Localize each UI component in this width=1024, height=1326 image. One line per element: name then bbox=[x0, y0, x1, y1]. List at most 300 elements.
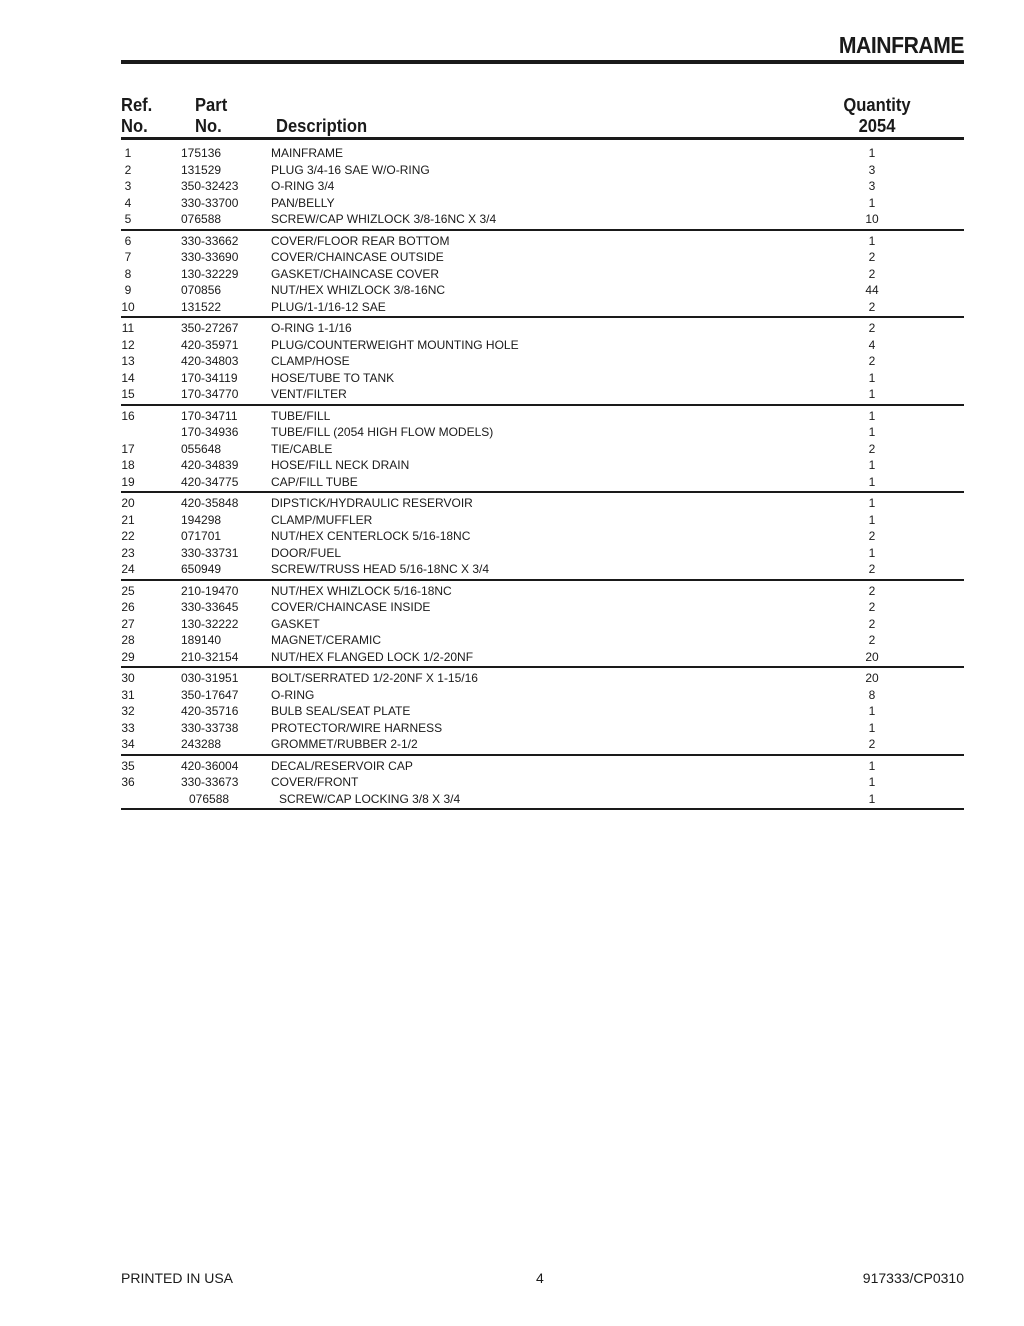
description-cell-text: TUBE/FILL bbox=[271, 408, 331, 423]
ref-no-cell bbox=[121, 408, 181, 425]
ref-no-cell bbox=[121, 583, 181, 600]
part-no-cell-text: 330-33731 bbox=[181, 545, 239, 560]
part-no-cell-text: 330-33690 bbox=[181, 250, 239, 264]
description-cell bbox=[271, 495, 830, 512]
ref-no-cell-text: 27 bbox=[121, 616, 135, 631]
header-rule bbox=[121, 137, 964, 140]
quantity-cell-text: 1 bbox=[868, 775, 876, 789]
description-cell bbox=[271, 353, 830, 370]
quantity-cell bbox=[830, 370, 914, 387]
description-cell bbox=[271, 720, 830, 737]
description-cell-text: PROTECTOR/WIRE HARNESS bbox=[271, 720, 443, 735]
quantity-cell-text: 44 bbox=[865, 283, 879, 297]
part-no-cell bbox=[181, 320, 271, 337]
quantity-cell bbox=[830, 758, 914, 775]
description-cell-text: COVER/FLOOR REAR BOTTOM bbox=[271, 233, 450, 248]
table-row bbox=[121, 758, 964, 775]
ref-no-cell-text: 15 bbox=[121, 387, 135, 401]
ref-no-cell-text: 1 bbox=[124, 146, 132, 160]
description-cell bbox=[271, 195, 830, 212]
description-cell-text: GASKET/CHAINCASE COVER bbox=[271, 266, 440, 281]
table-row bbox=[121, 353, 964, 370]
footer-printed-in: PRINTED IN USA bbox=[121, 1270, 234, 1286]
part-no-cell-text: 076588 bbox=[181, 212, 222, 226]
part-no-cell bbox=[181, 632, 271, 649]
table-row bbox=[121, 424, 964, 441]
ref-no-cell bbox=[121, 495, 181, 512]
quantity-cell-text: 1 bbox=[868, 545, 876, 560]
description-cell bbox=[271, 266, 830, 283]
header-ref-line2: No. bbox=[121, 116, 148, 136]
table-row bbox=[121, 545, 964, 562]
ref-no-cell-text: 22 bbox=[121, 529, 135, 543]
quantity-cell-text: 1 bbox=[868, 233, 876, 248]
quantity-cell-text: 2 bbox=[868, 354, 876, 368]
parts-group bbox=[121, 670, 964, 756]
quantity-cell bbox=[830, 774, 914, 791]
ref-no-cell-text: 29 bbox=[121, 649, 135, 664]
quantity-cell bbox=[830, 145, 914, 162]
quantity-cell-text: 2 bbox=[868, 562, 876, 576]
table-row bbox=[121, 495, 964, 512]
quantity-cell bbox=[830, 649, 914, 666]
description-cell-text: O-RING bbox=[271, 687, 315, 702]
ref-no-cell-text: 2 bbox=[124, 162, 132, 177]
table-row bbox=[121, 791, 964, 808]
description-cell bbox=[271, 632, 830, 649]
table-row bbox=[121, 736, 964, 753]
part-no-cell-text: 170-34119 bbox=[181, 370, 238, 385]
description-cell bbox=[271, 545, 830, 562]
description-cell-text: SCREW/TRUSS HEAD 5/16-18NC X 3/4 bbox=[271, 562, 490, 576]
description-cell bbox=[271, 145, 830, 162]
part-no-cell bbox=[181, 299, 271, 316]
parts-group bbox=[121, 583, 964, 669]
part-no-cell bbox=[181, 195, 271, 212]
quantity-cell bbox=[830, 353, 914, 370]
quantity-cell bbox=[830, 408, 914, 425]
part-no-cell-text: 076588 bbox=[189, 791, 230, 806]
description-cell-text: TUBE/FILL (2054 HIGH FLOW MODELS) bbox=[271, 425, 494, 439]
table-row bbox=[121, 703, 964, 720]
part-no-cell-text: 170-34936 bbox=[181, 425, 239, 439]
quantity-cell-text: 2 bbox=[868, 441, 876, 456]
quantity-cell-text: 2 bbox=[868, 250, 876, 264]
part-no-cell bbox=[181, 495, 271, 512]
part-no-cell-text: 170-34711 bbox=[181, 408, 238, 423]
ref-no-cell bbox=[121, 545, 181, 562]
part-no-cell bbox=[181, 266, 271, 283]
ref-no-cell bbox=[121, 320, 181, 337]
ref-no-cell-text: 32 bbox=[121, 704, 135, 718]
part-no-cell bbox=[181, 649, 271, 666]
ref-no-cell bbox=[121, 337, 181, 354]
ref-no-cell bbox=[121, 720, 181, 737]
header-part-line1: Part bbox=[195, 95, 228, 115]
ref-no-cell bbox=[121, 703, 181, 720]
table-row bbox=[121, 370, 964, 387]
part-no-cell-text: 194298 bbox=[181, 512, 222, 527]
quantity-cell bbox=[830, 528, 914, 545]
table-row bbox=[121, 211, 964, 228]
quantity-cell bbox=[830, 178, 914, 195]
quantity-cell bbox=[830, 703, 914, 720]
description-cell bbox=[271, 474, 830, 491]
parts-group bbox=[121, 233, 964, 319]
quantity-cell-text: 2 bbox=[868, 299, 876, 314]
table-row bbox=[121, 162, 964, 179]
ref-no-cell-text: 21 bbox=[121, 512, 135, 527]
table-row bbox=[121, 528, 964, 545]
quantity-cell-text: 1 bbox=[868, 512, 876, 527]
description-cell-text: PLUG/COUNTERWEIGHT MOUNTING HOLE bbox=[271, 337, 519, 352]
quantity-cell-text: 2 bbox=[868, 529, 876, 543]
ref-no-cell bbox=[121, 528, 181, 545]
description-cell-text: MAINFRAME bbox=[271, 146, 343, 160]
ref-no-cell bbox=[121, 249, 181, 266]
quantity-cell-text: 1 bbox=[868, 474, 876, 489]
part-no-cell-text: 420-36004 bbox=[181, 758, 239, 773]
part-no-cell bbox=[181, 386, 271, 403]
description-cell bbox=[271, 528, 830, 545]
ref-no-cell-text: 8 bbox=[124, 266, 132, 281]
part-no-cell-text: 350-27267 bbox=[181, 321, 239, 335]
part-no-cell bbox=[181, 233, 271, 250]
part-no-cell-text: 071701 bbox=[181, 529, 222, 543]
description-cell bbox=[271, 386, 830, 403]
part-no-cell bbox=[181, 545, 271, 562]
parts-group bbox=[121, 408, 964, 494]
description-cell bbox=[271, 649, 830, 666]
part-no-cell bbox=[181, 370, 271, 387]
ref-no-cell-text: 23 bbox=[121, 545, 135, 560]
ref-no-cell bbox=[121, 441, 181, 458]
quantity-cell-text: 2 bbox=[868, 633, 876, 647]
description-cell bbox=[271, 249, 830, 266]
ref-no-cell bbox=[121, 616, 181, 633]
description-cell bbox=[271, 561, 830, 578]
quantity-cell-text: 4 bbox=[868, 337, 876, 352]
header-qty-line1: Quantity bbox=[843, 95, 911, 115]
quantity-cell-text: 2 bbox=[868, 600, 876, 614]
quantity-cell-text: 1 bbox=[868, 704, 876, 718]
part-no-cell bbox=[181, 211, 271, 228]
description-cell-text: MAGNET/CERAMIC bbox=[271, 633, 382, 647]
ref-no-cell bbox=[121, 178, 181, 195]
description-cell-text: BULB SEAL/SEAT PLATE bbox=[271, 704, 411, 718]
quantity-cell-text: 2 bbox=[868, 583, 876, 598]
description-cell bbox=[271, 178, 830, 195]
ref-no-cell bbox=[121, 233, 181, 250]
ref-no-cell-text: 3 bbox=[124, 179, 132, 193]
description-cell bbox=[271, 370, 830, 387]
ref-no-cell bbox=[121, 561, 181, 578]
ref-no-cell-text: 19 bbox=[121, 474, 135, 489]
quantity-cell-text: 3 bbox=[868, 162, 876, 177]
quantity-cell-text: 1 bbox=[868, 791, 876, 806]
ref-no-cell-text: 18 bbox=[121, 458, 135, 472]
description-cell-text: DOOR/FUEL bbox=[271, 545, 342, 560]
ref-no-cell-text: 5 bbox=[124, 212, 132, 226]
part-no-cell bbox=[181, 249, 271, 266]
description-cell-text: O-RING 3/4 bbox=[271, 179, 335, 193]
ref-no-cell bbox=[121, 457, 181, 474]
quantity-cell-text: 2 bbox=[868, 321, 876, 335]
quantity-cell bbox=[830, 512, 914, 529]
part-no-cell-text: 350-17647 bbox=[181, 687, 239, 702]
quantity-cell bbox=[830, 545, 914, 562]
table-row bbox=[121, 474, 964, 491]
part-no-cell-text: 189140 bbox=[181, 633, 222, 647]
description-cell-text: PLUG/1-1/16-12 SAE bbox=[271, 299, 386, 314]
quantity-cell bbox=[830, 495, 914, 512]
ref-no-cell bbox=[121, 211, 181, 228]
part-no-cell-text: 131529 bbox=[181, 162, 222, 177]
quantity-cell-text: 2 bbox=[868, 737, 876, 751]
table-row bbox=[121, 649, 964, 666]
quantity-cell bbox=[830, 282, 914, 299]
description-cell bbox=[271, 233, 830, 250]
part-no-cell-text: 330-33738 bbox=[181, 720, 239, 735]
part-no-cell bbox=[181, 670, 271, 687]
part-no-cell bbox=[181, 616, 271, 633]
quantity-cell bbox=[830, 337, 914, 354]
description-cell-text: DECAL/RESERVOIR CAP bbox=[271, 758, 413, 773]
ref-no-cell-text: 6 bbox=[124, 233, 132, 248]
ref-no-cell bbox=[121, 162, 181, 179]
table-row bbox=[121, 632, 964, 649]
part-no-cell bbox=[181, 408, 271, 425]
ref-no-cell bbox=[121, 282, 181, 299]
description-cell-text: COVER/CHAINCASE INSIDE bbox=[271, 600, 431, 614]
header-ref-line1: Ref. bbox=[121, 95, 153, 115]
quantity-cell bbox=[830, 791, 914, 808]
header-qty-line2: 2054 bbox=[858, 116, 896, 136]
description-cell-text: O-RING 1-1/16 bbox=[271, 321, 352, 335]
part-no-cell-text: 420-34803 bbox=[181, 354, 239, 368]
ref-no-cell bbox=[121, 474, 181, 491]
part-no-cell-text: 330-33673 bbox=[181, 775, 239, 789]
part-no-cell-text: 420-35848 bbox=[181, 496, 239, 510]
quantity-cell-text: 2 bbox=[868, 616, 876, 631]
quantity-cell-text: 3 bbox=[868, 179, 876, 193]
part-no-cell-text: 330-33662 bbox=[181, 233, 239, 248]
ref-no-cell-text: 30 bbox=[121, 671, 135, 685]
description-cell-text: CLAMP/HOSE bbox=[271, 354, 350, 368]
description-cell bbox=[271, 736, 830, 753]
part-no-cell bbox=[181, 353, 271, 370]
description-cell bbox=[271, 583, 830, 600]
quantity-cell bbox=[830, 249, 914, 266]
ref-no-cell bbox=[121, 512, 181, 529]
part-no-cell-text: 420-34775 bbox=[181, 474, 239, 489]
description-cell-text: SCREW/CAP LOCKING 3/8 X 3/4 bbox=[279, 791, 461, 806]
part-no-cell-text: 175136 bbox=[181, 146, 222, 160]
description-cell-text: CAP/FILL TUBE bbox=[271, 474, 358, 489]
table-row bbox=[121, 249, 964, 266]
header-ref-no bbox=[121, 95, 152, 137]
quantity-cell-text: 1 bbox=[868, 387, 876, 401]
header-description: Description bbox=[276, 116, 368, 136]
part-no-cell bbox=[181, 282, 271, 299]
description-cell bbox=[271, 299, 830, 316]
ref-no-cell bbox=[121, 299, 181, 316]
description-cell bbox=[271, 687, 830, 704]
part-no-cell-text: 070856 bbox=[181, 283, 222, 297]
quantity-cell-text: 1 bbox=[868, 758, 876, 773]
page-title: MAINFRAME bbox=[838, 32, 964, 58]
description-cell-text: COVER/CHAINCASE OUTSIDE bbox=[271, 250, 444, 264]
part-no-cell bbox=[181, 441, 271, 458]
ref-no-cell-text: 28 bbox=[121, 633, 135, 647]
table-row bbox=[121, 687, 964, 704]
quantity-cell-text: 1 bbox=[868, 408, 876, 423]
part-no-cell bbox=[181, 162, 271, 179]
quantity-cell bbox=[830, 211, 914, 228]
description-cell bbox=[271, 162, 830, 179]
table-row bbox=[121, 266, 964, 283]
part-no-cell bbox=[181, 145, 271, 162]
quantity-cell-text: 1 bbox=[868, 720, 876, 735]
description-cell-text: PLUG 3/4-16 SAE W/O-RING bbox=[271, 162, 430, 177]
part-no-cell bbox=[181, 457, 271, 474]
quantity-cell-text: 8 bbox=[868, 687, 876, 702]
quantity-cell-text: 1 bbox=[868, 146, 876, 160]
part-no-cell bbox=[181, 720, 271, 737]
ref-no-cell bbox=[121, 736, 181, 753]
part-no-cell-text: 350-32423 bbox=[181, 179, 239, 193]
table-row bbox=[121, 599, 964, 616]
table-row bbox=[121, 195, 964, 212]
description-cell-text: COVER/FRONT bbox=[271, 775, 359, 789]
ref-no-cell-text: 16 bbox=[121, 408, 135, 423]
ref-no-cell-text: 34 bbox=[121, 737, 135, 751]
ref-no-cell-text: 17 bbox=[121, 441, 135, 456]
table-row bbox=[121, 774, 964, 791]
table-row bbox=[121, 320, 964, 337]
parts-group bbox=[121, 758, 964, 811]
ref-no-cell bbox=[121, 370, 181, 387]
description-cell-text: VENT/FILTER bbox=[271, 387, 347, 401]
quantity-cell bbox=[830, 583, 914, 600]
ref-no-cell-text: 13 bbox=[121, 354, 135, 368]
ref-no-cell bbox=[121, 195, 181, 212]
quantity-cell-text: 1 bbox=[868, 496, 876, 510]
description-cell-text: NUT/HEX CENTERLOCK 5/16-18NC bbox=[271, 529, 471, 543]
part-no-cell bbox=[181, 687, 271, 704]
footer-page-number: 4 bbox=[536, 1270, 544, 1286]
description-cell bbox=[271, 774, 830, 791]
table-row bbox=[121, 720, 964, 737]
table-row bbox=[121, 512, 964, 529]
part-no-cell-text: 650949 bbox=[181, 562, 222, 576]
table-row bbox=[121, 408, 964, 425]
table-row bbox=[121, 457, 964, 474]
quantity-cell bbox=[830, 687, 914, 704]
ref-no-cell-text: 24 bbox=[121, 562, 135, 576]
quantity-cell bbox=[830, 616, 914, 633]
description-cell bbox=[271, 337, 830, 354]
description-cell-text: GROMMET/RUBBER 2-1/2 bbox=[271, 737, 418, 751]
ref-no-cell bbox=[121, 632, 181, 649]
quantity-cell bbox=[830, 441, 914, 458]
ref-no-cell-text: 20 bbox=[121, 496, 135, 510]
quantity-cell-text: 20 bbox=[865, 671, 879, 685]
quantity-cell bbox=[830, 386, 914, 403]
quantity-cell bbox=[830, 720, 914, 737]
part-no-cell-text: 243288 bbox=[181, 737, 222, 751]
header-part-line2: No. bbox=[195, 116, 222, 136]
description-cell-text: HOSE/TUBE TO TANK bbox=[271, 370, 395, 385]
part-no-cell bbox=[181, 791, 271, 808]
quantity-cell bbox=[830, 670, 914, 687]
description-cell bbox=[271, 512, 830, 529]
part-no-cell bbox=[181, 337, 271, 354]
part-no-cell bbox=[181, 561, 271, 578]
quantity-cell bbox=[830, 233, 914, 250]
quantity-cell-text: 1 bbox=[868, 370, 876, 385]
ref-no-cell-text: 9 bbox=[124, 283, 132, 297]
part-no-cell-text: 030-31951 bbox=[181, 671, 239, 685]
part-no-cell bbox=[181, 758, 271, 775]
parts-table bbox=[121, 145, 964, 812]
ref-no-cell bbox=[121, 791, 181, 808]
part-no-cell bbox=[181, 512, 271, 529]
ref-no-cell bbox=[121, 266, 181, 283]
quantity-cell-text: 2 bbox=[868, 266, 876, 281]
ref-no-cell-text: 12 bbox=[121, 337, 135, 352]
ref-no-cell bbox=[121, 670, 181, 687]
part-no-cell bbox=[181, 599, 271, 616]
part-no-cell-text: 420-35716 bbox=[181, 704, 239, 718]
description-cell bbox=[271, 670, 830, 687]
header-part-no bbox=[195, 95, 227, 137]
description-cell bbox=[271, 211, 830, 228]
part-no-cell bbox=[181, 703, 271, 720]
part-no-cell bbox=[181, 424, 271, 441]
quantity-cell bbox=[830, 299, 914, 316]
ref-no-cell bbox=[121, 774, 181, 791]
ref-no-cell-text: 33 bbox=[121, 720, 135, 735]
table-row bbox=[121, 386, 964, 403]
ref-no-cell-text: 31 bbox=[121, 687, 135, 702]
quantity-cell bbox=[830, 266, 914, 283]
ref-no-cell-text: 14 bbox=[121, 370, 135, 385]
description-cell bbox=[271, 758, 830, 775]
ref-no-cell bbox=[121, 649, 181, 666]
description-cell-text: GASKET bbox=[271, 616, 320, 631]
description-cell-text: HOSE/FILL NECK DRAIN bbox=[271, 458, 410, 472]
description-cell-text: NUT/HEX WHIZLOCK 5/16-18NC bbox=[271, 583, 452, 598]
ref-no-cell bbox=[121, 145, 181, 162]
description-cell-text: NUT/HEX FLANGED LOCK 1/2-20NF bbox=[271, 649, 474, 664]
table-row bbox=[121, 561, 964, 578]
title-rule bbox=[121, 60, 964, 64]
part-no-cell-text: 131522 bbox=[181, 299, 222, 314]
description-cell bbox=[271, 616, 830, 633]
quantity-cell-text: 1 bbox=[868, 195, 876, 210]
footer-doc-code: 917333/CP0310 bbox=[862, 1270, 964, 1286]
quantity-cell bbox=[830, 320, 914, 337]
part-no-cell-text: 420-35971 bbox=[181, 337, 239, 352]
part-no-cell bbox=[181, 528, 271, 545]
quantity-cell bbox=[830, 474, 914, 491]
description-cell-text: DIPSTICK/HYDRAULIC RESERVOIR bbox=[271, 496, 473, 510]
ref-no-cell-text: 35 bbox=[121, 758, 135, 773]
description-cell-text: PAN/BELLY bbox=[271, 195, 335, 210]
ref-no-cell bbox=[121, 599, 181, 616]
table-row bbox=[121, 670, 964, 687]
